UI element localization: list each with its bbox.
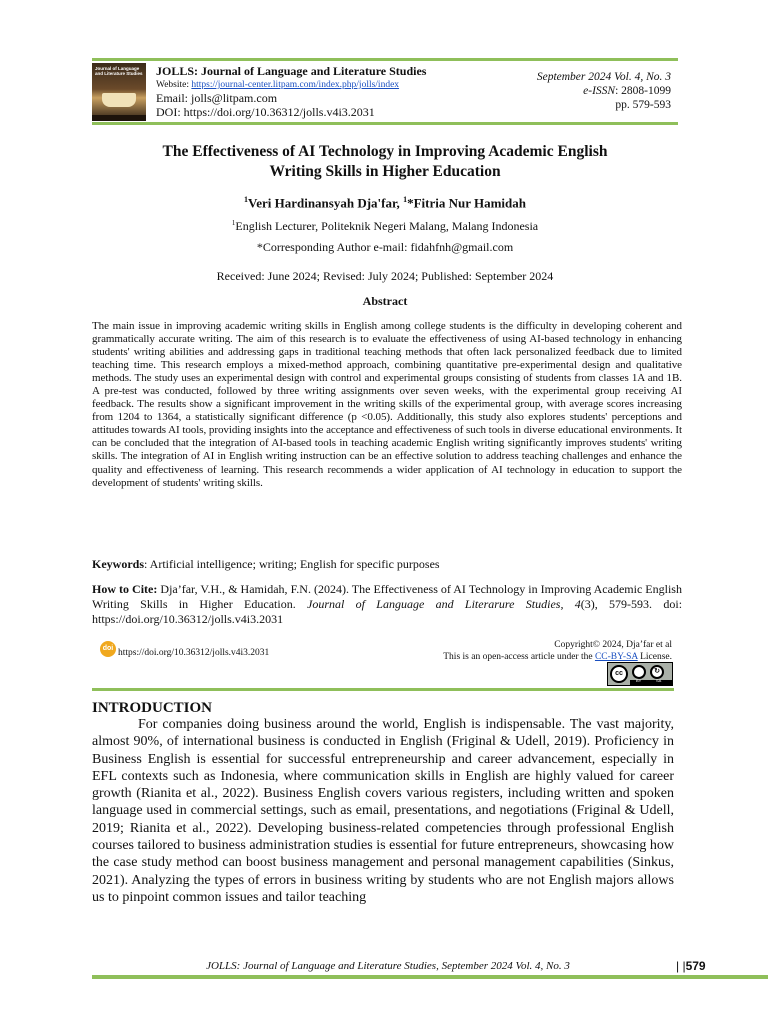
publication-dates: Received: June 2024; Revised: July 2024; Published: September 2024 — [216, 269, 554, 283]
author1-sup: 1 — [244, 195, 248, 204]
sa-label: SA — [656, 678, 662, 683]
doi-icon: doi — [100, 641, 116, 657]
page-range: pp. 579-593 — [615, 99, 671, 111]
journal-website — [156, 79, 496, 91]
journal-info — [156, 64, 496, 119]
eissn-value: : 2808-1099 — [615, 85, 671, 97]
cover-bar — [92, 115, 146, 121]
sa-icon: ↻ — [650, 665, 664, 679]
keywords-text: : Artificial intelligence; writing; English for specific purposes — [144, 557, 440, 571]
abstract-text: The main issue in improving academic writing skills in English among college students is the difficulty in developing coherent and grammatically accurate writing. The aim of this research is to evaluate the effectiveness of using AI-based technology in enhancing students' writing abilities and addressing gaps in traditional teaching methods that often lack personalized feedback due to limited teaching time. This research employs a mixed-method approach, combining quantitative pre-experimental design and qualitative methods. The study uses an experimental design with control and experimental groups consisting of students from classes 1A and 1B. A pre-test was conducted, followed by three writing assignments over seven weeks, with the experimental group receiving AI feedback. The results show a significant improvement in the writing skills of the experimental group, with average scores increasing from 1204 to 1364, a statistically significant difference (p <0.05). Additionally, this study also explores students' perceptions and attitudes towards AI tools, providing insights into the acceptance and effectiveness of such tools in diverse educational environments. It can be concluded that the integration of AI-based tools in teaching academic English writing significantly improves students' writing skills. The integration of AI in English writing instruction can be an effective solution to address teaching challenges and enhance the quality and effectiveness of learning. This research recommends a wider application of AI technology in education to support the development of students' writing skills. — [92, 320, 682, 489]
doi-link[interactable]: https://doi.org/10.36312/jolls.v4i3.2031 — [118, 648, 270, 658]
copyright-block — [443, 639, 672, 663]
header-top-rule — [92, 58, 678, 61]
author-1: Veri Hardinansyah Dja'far, — [248, 195, 404, 211]
authors — [92, 195, 678, 211]
how-to-cite — [92, 582, 682, 627]
book-icon — [102, 93, 136, 107]
cc-icon: cc — [610, 665, 628, 683]
page-number — [676, 959, 706, 973]
cite-rest: (3), 579-593. doi: https://doi.org/10.36312/jolls.v4i3.2031 — [92, 597, 683, 626]
website-label: Website: — [156, 80, 192, 90]
affiliation — [92, 219, 678, 234]
cc-bottom-bar — [630, 680, 672, 685]
license-rule — [92, 688, 674, 691]
cc-by-sa-badge[interactable] — [607, 662, 673, 686]
license-suffix: License. — [637, 652, 672, 662]
title-line-1: The Effectiveness of AI Technology in Improving Academic English — [162, 143, 608, 160]
affil-sup: 1 — [231, 219, 236, 227]
abstract-heading: Abstract — [362, 294, 408, 308]
by-person-icon — [632, 665, 646, 679]
copyright-text: Copyright© 2024, Dja’far et al — [554, 640, 672, 650]
journal-cover-image — [92, 63, 146, 121]
affiliation-text: English Lecturer, Politeknik Negeri Malang, Malang Indonesia — [235, 219, 539, 233]
eissn-label: e-ISSN — [583, 85, 616, 97]
cite-label: How to Cite: — [92, 582, 158, 596]
cite-journal: Journal of Language and Literarure Studies, — [307, 597, 564, 611]
article-title — [92, 142, 678, 182]
introduction-body: For companies doing business around the world, English is indispensable. The vast majority, almost 90%, of international business is conducted in English (Friginal & Udell, 2019). Proficiency in Business English is essential for successful entrepreneurship and career advancement, especially in EFL contexts such as Indonesia, where communication skills in English are highly valued for career growth (Rianita et al., 2022). Business English covers various registers, including written and spoken language used in commercial settings, such as email, presentations, and negotiations (Friginal & Udell, 2019; Rianita et al., 2022). Developing business-related competencies through professional English courses tailored to business administration studies is essential for future entrepreneurs, showcasing how the case study method can boost business management and personal management capabilities (Sinkus, 2021). Analyzing the types of errors in business writing by students who are not English majors allows us to pinpoint common issues and tailor teaching — [92, 717, 674, 905]
keywords-label: Keywords — [92, 557, 144, 571]
corresponding-author: *Corresponding Author e-mail: fidahfnh@gmail.com — [256, 240, 514, 254]
journal-doi: DOI: https://doi.org/10.36312/jolls.v4i3.2031 — [156, 105, 375, 119]
journal-name: JOLLS: Journal of Language and Literature Studies — [156, 64, 427, 78]
issue-info — [537, 70, 671, 112]
keywords — [92, 557, 678, 572]
author2-sup: 1 — [403, 195, 408, 204]
license-link[interactable]: CC-BY-SA — [594, 652, 638, 662]
cite-text: Dja’far, V.H., & Hamidah, F.N. (2024). The Effectiveness of AI Technology in Improving Academic English Writing Skills in Higher Education. — [92, 582, 682, 611]
header-bottom-rule — [92, 122, 678, 125]
page-number-value: 579 — [685, 959, 706, 973]
cite-volume: 4 — [563, 597, 581, 611]
page-prefix: | | — [676, 959, 686, 973]
footer-journal-line: JOLLS: Journal of Language and Literature Studies, September 2024 Vol. 4, No. 3 — [206, 960, 570, 972]
cover-title: Journal of Language and Literature Studies — [95, 66, 143, 76]
footer-rule — [92, 975, 768, 979]
title-line-2: Writing Skills in Higher Education — [269, 163, 501, 180]
journal-email: Email: jolls@litpam.com — [156, 91, 278, 105]
website-link[interactable]: https://journal-center.litpam.com/index.php/jolls/index — [191, 80, 400, 90]
issue-date: September 2024 Vol. 4, No. 3 — [536, 71, 671, 83]
license-prefix: This is an open-access article under the — [443, 652, 595, 662]
author-2: *Fitria Nur Hamidah — [407, 195, 526, 211]
by-label: BY — [636, 678, 642, 683]
introduction-heading: INTRODUCTION — [92, 700, 213, 716]
eissn — [537, 84, 671, 98]
